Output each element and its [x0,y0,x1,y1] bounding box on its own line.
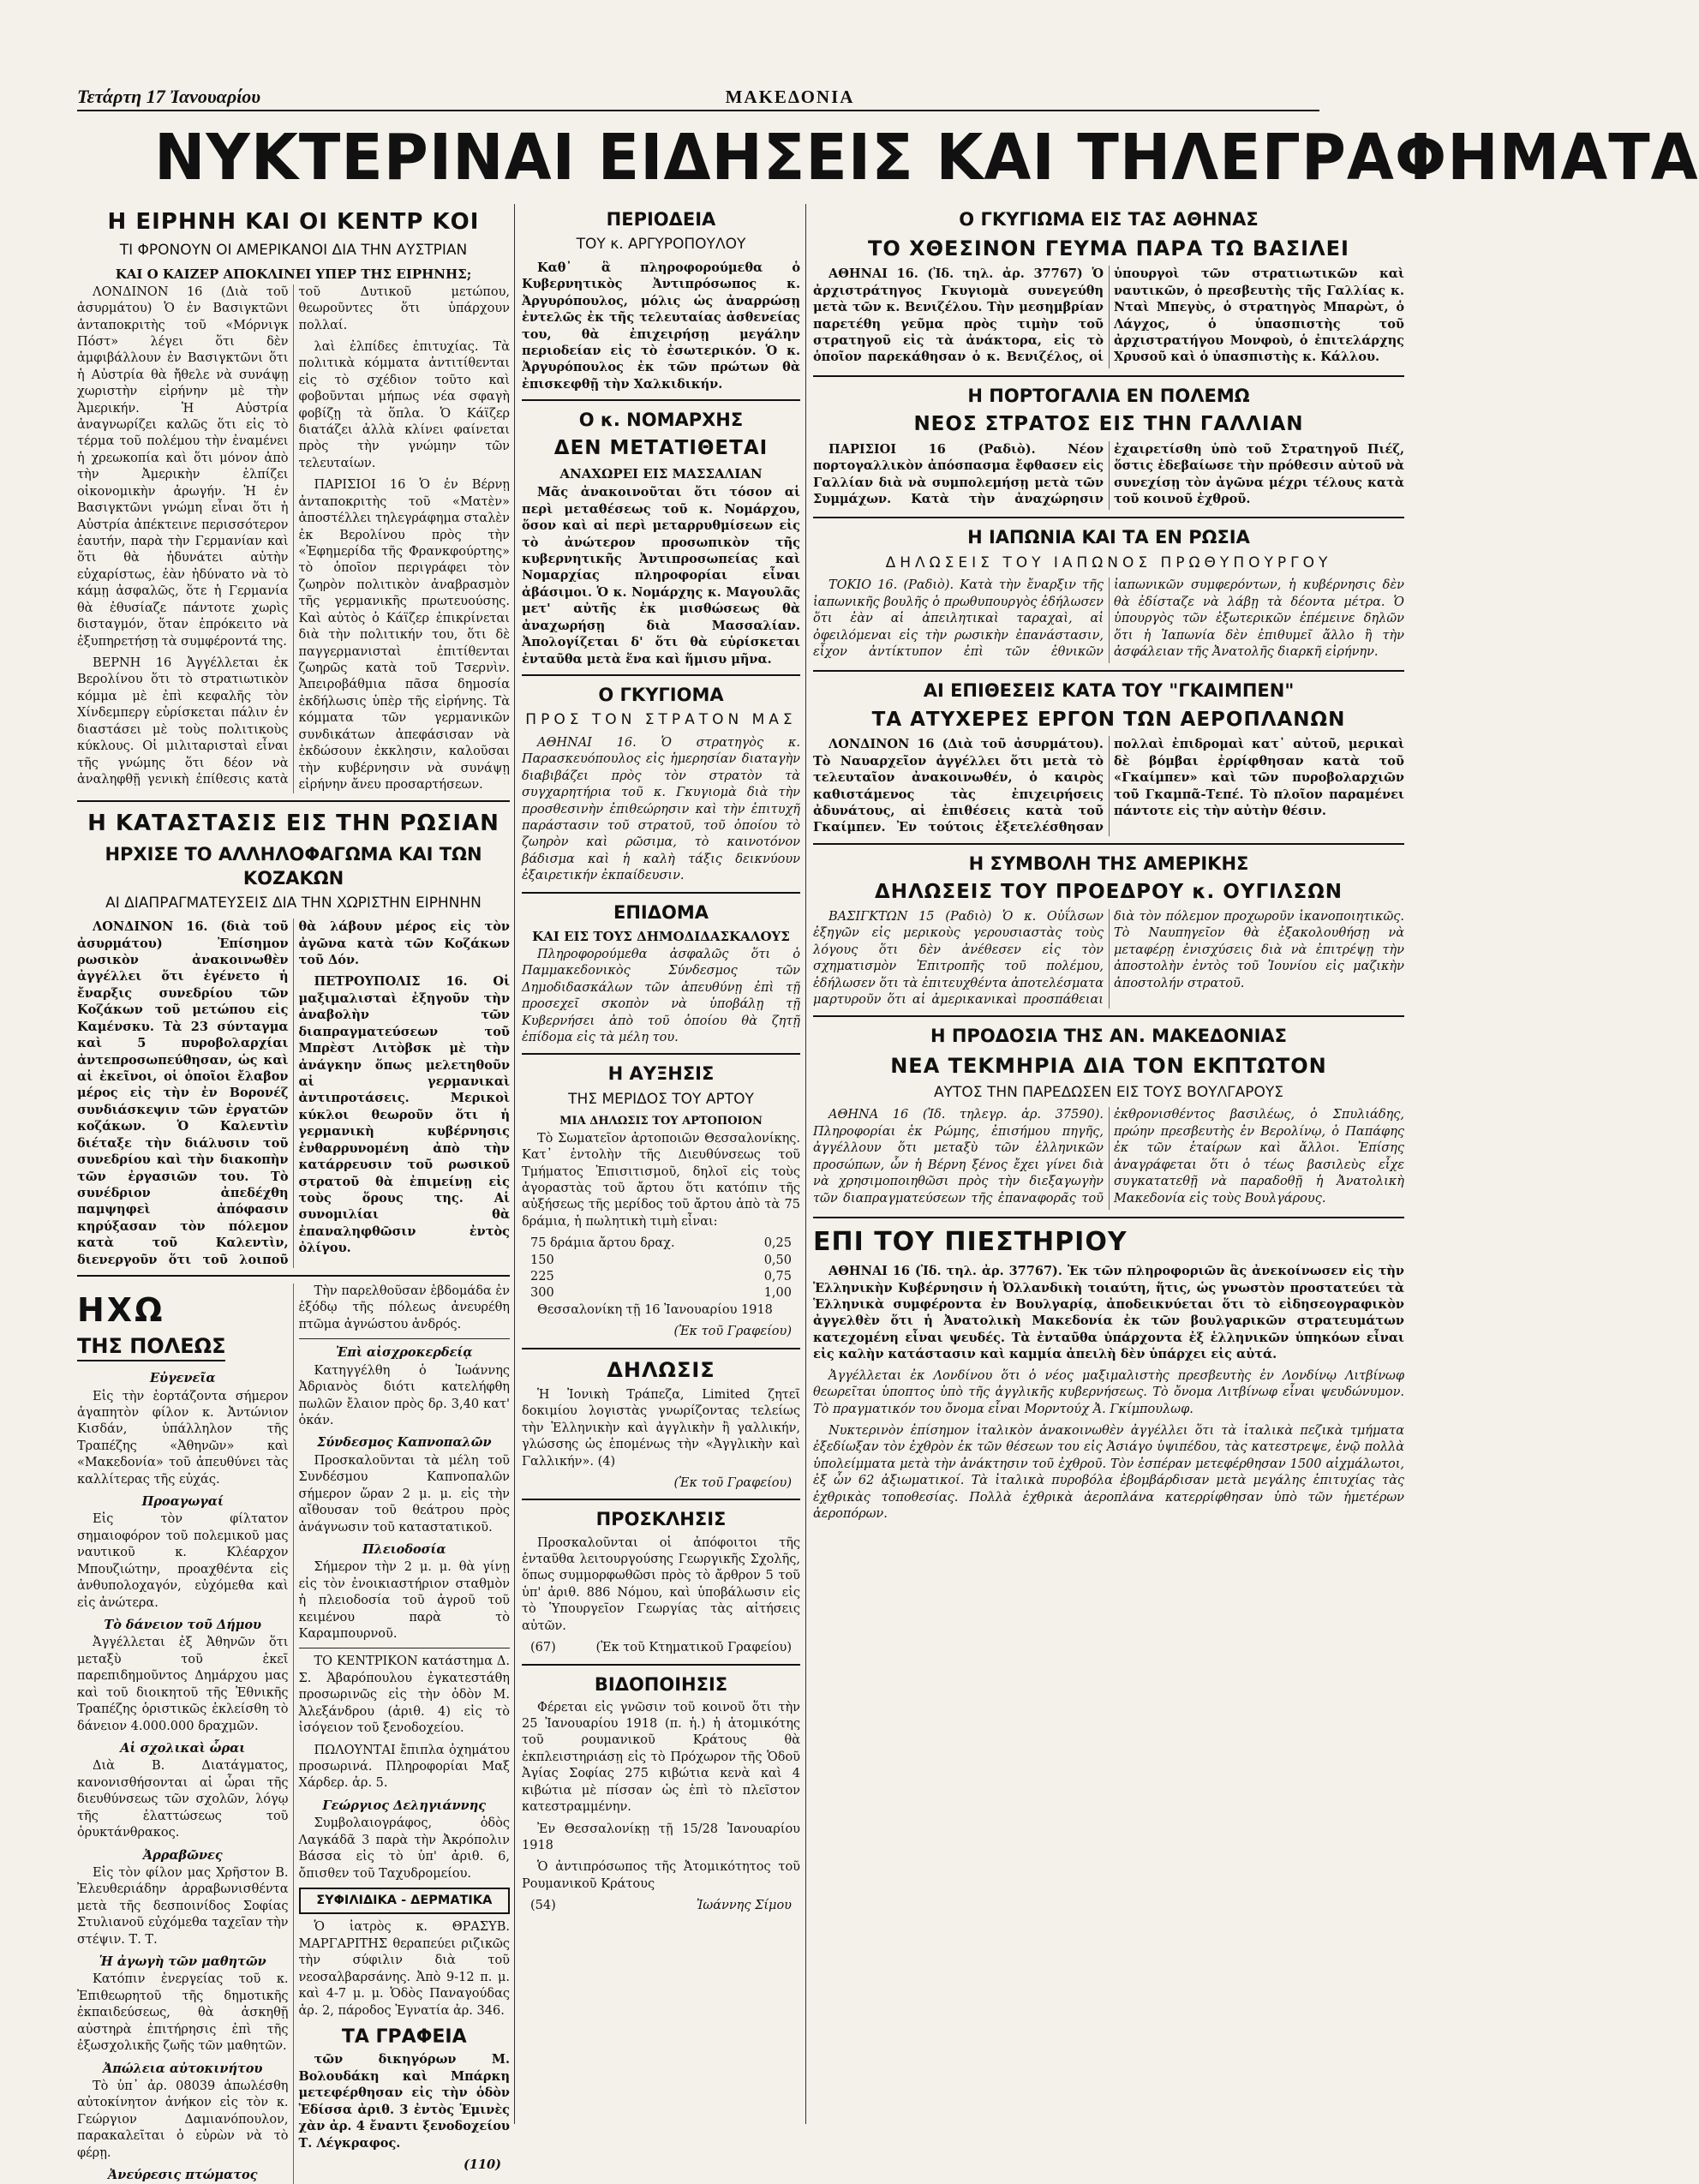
portugal-title: Η ΠΟΡΤΟΓΑΛΙΑ ΕΝ ΠΟΛΕΜΩ [967,385,1250,406]
bread-title: Η ΑΥΞΗΣΙΣ [607,1063,715,1085]
press-paragraph: Νυκτερινὸν ἐπίσημον ἰταλικὸν ἀνακοινωθὲν ἀγγέλλει ὅτι τὰ ἰταλικὰ πεζικὰ τμήματα ἐξεδίωξαν τὸν ἐχθρὸν ἐκ τῶν θέσεων του εἰς Ἀσιάγο ὑψιπέδου, τὰς κατεστρεψε, ἐνῷ πολλὰ ὑπολείμματα μετὰ τὴν ἀνάκτησιν τοῦ ἐχθροῦ. Τὸν ἐσπέραν μετεφέρθησαν 1500 αἰχμάλωτοι, ἐξ ὧν 62 ἀξιωματικοί. Τὰ ἰταλικὰ πυροβόλα ἐβομβάρδισαν μετὰ μεγάλης ἐπιτυχίας τὰς ἐχθρικὰς τοποθεσίας. Πολλὰ ἐχθρικὰ ἀεροπλάνα κατερρίφθησαν ὑπὸ τῶν ἡμετέρων ἀεροπόρων. [813,1423,1404,1522]
portugal-subtitle: ΝΕΟΣ ΣΤΡΑΤΟΣ ΕΙΣ ΤΗΝ ΓΑΛΛΙΑΝ [913,412,1304,435]
betrayal-text: ΑΘΗΝΑ 16 (Ἰδ. τηλεγρ. ἀρ. 37590). Πληροφορίαι ἐκ Ρώμης, ἐπισήμου πηγῆς, ἀγγέλλουν ὅτι μεταξὺ τῶν ἐλληνικῶν προσώπων, ὧν ἡ Βέρνη ξένος ἔχει γίνει διὰ νὰ χρησιμοποιηθῶσι πρὸς τὴν διεξαγωγὴν τῶν διαπραγματεύσεων τῆς ἐπαναφορᾶς τοῦ ἐκθρονισθέντος βασιλέως, ὁ Σπυλιάδης, πρώην πρεσβευτὴς ἐν Βερολίνῳ, ὁ Παπάφης ἐκ τῶν ἑταίρων καὶ ἄλλοι. Ἐπίσης ἀναγράφεται ὅτι ὁ τέως βασιλεὺς εἶχε συγκατατεθῇ νὰ παραδοθῇ ἡ Ἀνατολικὴ Μακεδονία εἰς τοὺς Βουλγάρους. [813,1108,1404,1206]
notice-item: Σύνδεσμος Καπνοπαλῶν Προσκαλοῦνται τὰ μέλη τοῦ Συνδέσμου Καπνοπαλῶν σήμερον ὥραν 2 μ. μ. εἰς τὴν αἴθουσαν τοῦ θεάτρου πρὸς ἀνάγνωσιν τοῦ καταστατικοῦ. [298,1435,510,1535]
echo-title: ΗΧΩ [77,1291,165,1330]
echo-item: Ἀνεύρεσις πτώματος Τὴν παρελθοῦσαν ἑβδομάδα ἐν ἐξόδῳ τῆς πόλεως ἀνευρέθη πτῶμα ἀγνώστου ἀνδρός. [108,1284,510,2183]
press-paragraph: ΑΘΗΝΑΙ 16 (Ἰδ. τηλ. ἀρ. 37767). Ἐκ τῶν πληροφοριῶν ἃς ἀνεκοίνωσεν εἰς τὴν Ἑλληνικὴν Κυβέρνησιν ἡ Ὀλλανδικὴ τοιαύτη, ἥτις, ὡς γνωστὸν προστατεύει τὰ Ἑλληνικὰ συμφέροντα ἐν Βουλγαρίᾳ, ἀποδεικνύεται ὅτι τὸ εἰδησεογραφικὸν ἀγγελθὲν ὅτι ἡ Ἀνατολικὴ Μακεδονία ἐκ τῶν βουλγαρικῶν στρατευμάτων κατεχομένη εἶναι ψευδές. Τὰ ἐνταῦθα ὑπάρχοντα ἐξ ἑλληνικῶν ὑπηκόων εἶναι εἰς καλὴν κατάστασιν καὶ καμμία ἀπειλὴ δὲν ὑπάρχει εἰς αὐτά. [813,1264,1404,1362]
echo-item: Αἱ σχολικαὶ ὧραι Διὰ Β. Διατάγματος, κανονισθήσονται αἱ ὧραι τῆς διευθύνσεως τῶν σχολῶν, λόγῳ τῆς ἐλαττώσεως τοῦ ὀρυκτάνθρακος. [77,1740,289,1840]
sale-sign-2: Ὁ ἀντιπρόσωπος τῆς Ἀτομικότητος τοῦ Ρουμανικοῦ Κράτους [522,1860,800,1891]
america-subtitle: ΔΗΛΩΣΕΙΣ ΤΟΥ ΠΡΟΕΔΡΟΥ κ. ΟΥΓΙΛΣΩΝ [874,881,1343,904]
tour-text: Καθ᾽ ἃ πληροφορούμεθα ὁ Κυβερνητικὸς Ἀντιπρόσωπος κ. Ἀργυρόπουλος, μόλις ὡς ἀναρρώσῃ ἐντελῶς ἐκ τῆς τελευταίας ἀσθενείας του, θὰ ἐπιχειρήσῃ μεγάλην περιοδείαν εἰς τὸ ἐσωτερικόν. Ὁ κ. Ἀργυρόπουλος ἐκ τῶν πρώτων θὰ ἐπισκεφθῇ τὴν Χαλκιδικήν. [522,260,800,392]
peace-paragraph: ΛΟΝΔΙΝΟΝ 16 (Διὰ τοῦ ἀσυρμάτου) Ὁ ἐν Βασιγκτῶνι ἀνταποκριτὴς τοῦ «Μόρνιγκ Πόστ» λέγει ὅτι δὲν ἀμφιβάλλουν ἐν Βασιγκτῶνι ὅτι ἡ Αὐστρία θὰ ἤθελε νὰ συνάψῃ χωριστὴν εἰρήνην μὲ τὴν Ἀμερικήν. Ἡ Αὐστρία ἀναγνωρίζει καλῶς ὅτι εἰς τὸ τέρμα τοῦ πολέμου τὴν ἐναμένει ἡ χρεωκοπία καὶ ὅτι μόνον ἀπὸ τὴν Ἀμερικὴν ἐλπίζει οἰκονομικὴν ἀρωγήν. Ἡ ἐν Βασιγκτῶνι γνώμη εἶναι ὅτι ἡ Αὐστρία ἀπέκτεινε περισσότερον ἑαυτήν, παρὰ τὴν Γερμανίαν καὶ ὅτι θὰ ἠδυνάτει αὐτὴν εὐχαρίστως, ἐὰν ἠδύνατο νὰ τὸ κάμῃ ἀσφαλῶς, ὅτε ἡ Γερμανία θὰ ἐθυσίαζε πάντοτε χωρὶς δισταγμόν, ὅταν ἐπρόκειτο νὰ ἐξυπηρετήσῃ τὰ συμφέροντά της. [77,284,289,649]
press-paragraph: Ἀγγέλλεται ἐκ Λονδίνου ὅτι ὁ νέος μαξιμαλιστὴς πρεσβευτὴς ἐν Λονδίνῳ Λιτβίνωφ θεωρεῖται ὑποπτος ὑπὸ τῆς ἀγγλικῆς κυβερνήσεως. Τὸ ὄνομα Λιτβίνωφ εἶναι ψευδώνυμον. Τὸ πραγματικόν του ὄνομα εἶναι Μορντούχ Ἀ. Γκίμπουλωφ. [813,1368,1404,1416]
nomarch-text: Μᾶς ἀνακοινοῦται ὅτι τόσον αἱ περὶ μεταθέσεως τοῦ κ. Νομάρχου, ὅσον καὶ αἱ περὶ μεταρρυθμίσεων εἰς τὸ ἀνώτερον προσωπικὸν τῆς κυβερνητικῆς Ἀντιπροσωπείας καὶ Νομαρχίας πληροφορίαι εἶναι ἀβάσιμοι. Ὁ κ. Νομάρχης κ. Μαγουλᾶς μετ' αὐτῆς ἐκ μισθώσεως θὰ ἀναχωρήσῃ διὰ Μασσαλίαν. Ἀπολογίζεται δ' ὅτι θὰ εὑρίσκεται ἐνταῦθα μετὰ ἕνα καὶ ἥμισυ μῆνα. [522,485,800,667]
echo-subtitle: ΤΗΣ ΠΟΛΕΩΣ [77,1332,225,1361]
guillaumat-text: ΑΘΗΝΑΙ 16. (Ἰδ. τηλ. ἀρ. 37767) Ὁ ἀρχιστράτηγος Γκυγιομὰ συνεγεύθη μετὰ τῶν κ. Βενιζέλου. Τὴν μεσημβρίαν παρετέθη γεῦμα πρὸς τιμὴν τοῦ στρατηγοῦ εἰς τὰ ἀνάκτορα, εἰς τὸ ὁποῖον παρεκάθησαν ὁ κ. Βενιζέλος, οἱ ὑπουργοὶ τῶν στρατιωτικῶν καὶ ναυτικῶν, ὁ πρεσβευτὴς τῆς Γαλλίας κ. Νταὶ Μπεγὺς, ὁ στρατηγὸς Μπαρὼτ, ὁ Λάγχος, ὁ ὑπασπιστὴς τοῦ ἀρχιστρατήγου Μονφοὺ, ὁ ἐπιτελάρχης Χρυσοῦ καὶ ὁ ὑπασπιστὴς κ. Κάλλου. [813,266,1404,365]
office-ad-number: (110) [464,2157,501,2172]
echo-item: Προαγωγαί Εἰς τὸν φίλτατον σημαιοφόρον τοῦ πολεμικοῦ μας ναυτικοῦ κ. Κλέαρχον Μπουζιώτην, προαχθέντα εἰς ἀνθυπολοχαγόν, εὐχόμεθα καὶ εἰς ἀνώτερα. [77,1494,289,1610]
betrayal-subtitle: ΝΕΑ ΤΕΚΜΗΡΙΑ ΔΙΑ ΤΟΝ ΕΚΠΤΩΤΟΝ [890,1053,1327,1078]
sale-sign: Ἐν Θεσσαλονίκῃ τῇ 15/28 Ἰανουαρίου 1918 [522,1822,800,1852]
issue-date: Τετάρτη 17 Ἰανουαρίου [77,86,261,107]
notice-item: Ἐπὶ αἰσχροκερδείᾳ Κατηγγέλθη ὁ Ἰωάννης Ἀδριανὸς διότι κατελήφθη πωλῶν ἔλαιον πρὸς δρ. 3,40 κατ' ὀκάν. [298,1345,510,1427]
echo-item: Τὸ δάνειον τοῦ Δήμου Ἀγγέλλεται ἐξ Ἀθηνῶν ὅτι μεταξὺ τοῦ ἐκεῖ παρεπιδημοῦντος Δημάρχου μας καὶ τοῦ διοικητοῦ τῆς Ἐθνικῆς Τραπέζης ὁριστικῶς ἐκλείσθη τὸ δάνειον 4.000.000 δραχμῶν. [77,1618,289,1733]
russia-subtitle: ΗΡΧΙΣΕ ΤΟ ΑΛΛΗΛΟΦΑΓΩΜΑ ΚΑΙ ΤΩΝ ΚΟΖΑΚΩΝ [105,844,482,889]
left-block [77,204,510,2183]
declaration-source: (Ἐκ τοῦ Γραφείου) [673,1476,792,1490]
sale-title: ΒΙΔΟΠΟΙΗΣΙΣ [594,1673,728,1695]
sale-number: (54) [530,1899,556,1913]
nomarch-subtitle: ΑΝΑΧΩΡΕΙ ΕΙΣ ΜΑΣΣΑΛΙΑΝ [559,466,763,482]
goeben-title: ΑΙ ΕΠΙΘΕΣΕΙΣ ΚΑΤΑ ΤΟΥ "ΓΚΑΙΜΠΕΝ" [923,680,1295,702]
army-subtitle: ΠΡΟΣ ΤΟΝ ΣΤΡΑΤΟΝ ΜΑΣ [525,711,797,729]
russia-title: Η ΚΑΤΑΣΤΑΣΙΣ ΕΙΣ ΤΗΝ ΡΩΣΙΑΝ [87,811,500,837]
echo-item: Ἀπώλεια αὐτοκινήτου Τὸ ὑπ᾽ ἀρ. 08039 ἀπωλέσθη αὐτοκίνητον ἀνήκον εἰς τὸν κ. Γεώργιον Δαμιανόπουλον, παρακαλεῖται ὁ εὑρὼν νὰ τὸ φέρῃ. [77,2061,289,2160]
allowance-title: ΕΠΙΔΟΜΑ [613,901,709,923]
middle-column [514,204,800,2124]
bread-text: Τὸ Σωματεῖον ἀρτοποιῶν Θεσσαλονίκης. Κατ᾽ ἐντολὴν τῆς Διευθύνσεως τοῦ Τμήματος Ἐπισιτισμοῦ, δηλοῖ εἰς τοὺς ἀγοραστὰς τοῦ ἄρτου ὅτι κατόπιν τῆς αὐξήσεως τῆς μερίδος τοῦ ἄρτου ἀπὸ τὰ 75 δράμια, ἡ πωλητικὴ τιμὴ εἶναι: [522,1131,800,1229]
notary-name: Γεώργιος Δεληγιάννης [322,1798,487,1813]
price-row: 225 0,75 [530,1270,792,1284]
japan-subtitle: ΔΗΛΩΣΕΙΣ ΤΟΥ ΙΑΠΩΝΟΣ ΠΡΩΘΥΠΟΥΡΓΟΥ [885,553,1332,571]
army-title: Ο ΓΚΥΓΙΟΜΑ [598,684,724,705]
right-column [805,204,1404,2124]
japan-title: Η ΙΑΠΩΝΙΑ ΚΑΙ ΤΑ ΕΝ ΡΩΣΙΑ [967,527,1250,548]
invitation-source: (Ἐκ τοῦ Κτηματικοῦ Γραφείου) [595,1641,792,1655]
office-ad-text: τῶν δικηγόρων Μ. Βολουδάκη καὶ Μπάρκη μετεφέρθησαν εἰς τὴν ὁδὸν Ἐδίσσα ἀριθ. 3 ἐντὸς Ἑμινὲς χὰν ἀρ. 4 ἔναντι ξενοδοχείου Τ. Λέγκραφος. [298,2052,510,2151]
classified-ad: ΤΟ ΚΕΝΤΡΙΚΟΝ κατάστημα Δ. Σ. Ἀβαρόπουλου ἐγκατεστάθη προσωρινῶς εἰς τὴν ὁδὸν Μ. Ἀλεξάνδρου (ἀριθ. 4) εἰς τὸ ἰσόγειον τοῦ ξενοδοχείου. [298,1654,510,1736]
goeben-subtitle: ΤΑ ΑΤΥΧΕΡΕΣ ΕΡΓΟΝ ΤΩΝ ΑΕΡΟΠΛΑΝΩΝ [871,708,1346,731]
sale-text: Φέρεται εἰς γνῶσιν τοῦ κοινοῦ ὅτι τὴν 25 Ἰανουαρίου 1918 (π. ἡ.) ἡ ἀτομικότης τοῦ ρουμανικοῦ Κράτους θὰ ἐκπλειστηριάσῃ εἰς τὸ Πρόχωρον τῆς Ὁδοῦ Ἀγίας Σοφίας 275 κιβώτια κενὰ καὶ 4 κιβώτια μὲ πίσσαν ὡς ἐπὶ τὸ πλεῖστον κατεστραμμένην. [522,1700,800,1815]
russia-paragraph: ΛΟΝΔΙΝΟΝ 16. (διὰ τοῦ ἀσυρμάτου) Ἐπίσημον ρωσικὸν ἀνακοινωθὲν ἀγγέλλει ὅτι ἐγένετο ἡ ἔναρξις συνεδρίου τῶν Κοζάκων τοῦ μετώπου εἰς Καμένσκυ. Τὰ 23 σύνταγμα καὶ 5 πυροβολαρχίαι ἀντεπροσωπεύθησαν, ὡς καὶ αἱ ἐκεῖνοι, οἱ ὁποῖοι ἔλαβον μέρος εἰς τὴν ἐν Βορονέζ συνδιάσκεψιν τῶν ἐργατῶν κοζάκων. Ὁ Καλεντὶν διέταξε τὴν διάλυσιν τοῦ συνεδρίου καὶ τὴν διακοπὴν τῶν ἐργασιῶν του. Τὸ συνέδριον ἀπεδέχθη παμψηφεὶ ἀπόφασιν κηρύξασαν τὸν πόλεμον κατὰ τοῦ Καλεντὶν, διενεργοῦν ὅτι τοῦ λοιποῦ θὰ λάβουν μέρος εἰς τὸν ἀγῶνα κατὰ τῶν Κοζάκων τοῦ Δόν. [77,919,510,1267]
america-text: ΒΑΣΙΓΚΤΩΝ 15 (Ραδιὸ) Ὁ κ. Οὐΐλσων ἐξηγῶν εἰς μερικοὺς γερουσιαστὰς τοὺς λόγους ὅτι δὲν ἀνέθεσεν εἰς τὸν σχηματισμὸν Ἐπιτροπῆς τοῦ πολέμου, ἐδήλωσεν ὅτι τὰ ἐπιτευχθέντα ἀποτελέσματα μαρτυροῦν ὅτι αἱ ἀμερικανικαὶ προσπάθειαι διὰ τὸν πόλεμον προχωροῦν ἱκανοποιητικῶς. Τὸ Ναυπηγεῖον θὰ ἐξακολουθήσῃ νὰ μεταφέρῃ ἐνισχύσεις διὰ νὰ ἐπιτρέψῃ τὴν ἀποστολὴν ἐντὸς τοῦ Ἰουνίου εἰς μαζικὴν ἀποστολήν στρατοῦ. [813,909,1404,1007]
price-row: 75 δράμια ἄρτου δραχ. 0,25 [530,1236,792,1251]
peace-paragraph: ΒΕΡΝΗ 16 Ἀγγέλλεται ἐκ Βερολίνου ὅτι τὸ στρατιωτικὸν κόμμα μὲ ἐπὶ κεφαλῆς τὸν Χίνδεμπεργ εὑρίσκεται πάλιν ἐν διαστάσει μὲ τοὺς πολιτικοὺς κύκλους. Οἱ μιλιταρισταὶ εἶναι τῆς γνώμης ὅτι δέον νὰ ἀναληφθῇ γενικὴ ἐπίθεσις κατὰ τοῦ Δυτικοῦ μετώπου, θεωροῦντες ὅτι ὑπάρχουν πολλαί. [77,284,510,787]
goeben-text: ΛΟΝΔΙΝΟΝ 16 (Διὰ τοῦ ἀσυρμάτου). Τὸ Ναυαρχεῖον ἀγγέλλει ὅτι μετὰ τὸ τελευταῖον ἀνακοινωθέν, ὁ καιρὸς καθιστάμενος τὰς ἐπιχειρήσεις ἀδυνάτους, αἱ ἐπιθέσεις κατὰ τοῦ Γκαίμπεν. Ἐν τούτοις ἐξετελέσθησαν πολλαὶ ἐπιδρομαὶ κατ᾽ αὐτοῦ, μερικαὶ δὲ βόμβαι ἐρρίφθησαν κατὰ τοῦ «Γκαίμπεν» καὶ τῶν πυροβολαρχιῶν τοῦ Γκαμπᾶ-Τεπέ. Τὸ πλοῖον παραμένει πάντοτε εἰς τὴν αὐτὴν θέσιν. [813,737,1404,835]
notice-item: Πλειοδοσία Σήμερον τὴν 2 μ. μ. θὰ γίνῃ εἰς τὸν ἐνοικιαστήριον σταθμὸν ἡ πλειοδοσία τοῦ ἀγροῦ τοῦ κειμένου παρὰ τὸ Καραμπουρνοῦ. [298,1541,510,1642]
russia-subtitle-2: ΑΙ ΔΙΑΠΡΑΓΜΑΤΕΥΣΕΙΣ ΔΙΑ ΤΗΝ ΧΩΡΙΣΤΗΝ ΕΙΡΗΝΗΝ [105,895,482,912]
classified-ad: ΠΩΛΟΥΝΤΑΙ ἔπιπλα ὀχημάτου προσωρινά. Πληροφορίαι Μαξ Χάρδερ. ἀρ. 5. [298,1743,510,1791]
newspaper-name: ΜΑΚΕΔΟΝΙΑ [725,87,855,107]
masthead [77,79,1319,111]
declaration-text: Ἡ Ἰονικὴ Τράπεζα, Limited ζητεῖ δοκιμίου λογιστὰς γνωρίζοντας τελείως τὴν Ἑλληνικὴν καὶ ἀγγλικὴν ἢ γαλλικήν, γλώσσης ὡς ἑπομένως τὴν «Ἀγγλικὴν καὶ Γαλλικήν». (4) [522,1387,800,1469]
echo-item: Ἀρραβῶνες Εἰς τὸν φίλον μας Χρῆστον Β. Ἐλευθεριάδην ἀρραβωνισθέντα μετὰ τῆς δεσποινίδος Σοφίας Στυλιανοῦ εὐχόμεθα ταχεῖαν τὴν στέψιν. Τ. Τ. [77,1847,289,1947]
guillaumat-title: Ο ΓΚΥΓΙΩΜΑ ΕΙΣ ΤΑΣ ΑΘΗΝΑΣ [959,209,1259,230]
portugal-text: ΠΑΡΙΣΙΟΙ 16 (Ραδιὸ). Νέον πορτογαλλικὸν ἀπόσπασμα ἔφθασεν εἰς Γαλλίαν διὰ νὰ συμπολεμήσῃ μετὰ τῶν Συμμάχων. Κατὰ τὴν ἀναχώρησιν ἐχαιρετίσθη ὑπὸ τοῦ Στρατηγοῦ Πιέζ, ὅστις ἐδεβαίωσε τὴν πρόθεσιν αὐτοῦ νὰ συνεχίσῃ τὸν ἀγῶνα μέχρι τέλους κατὰ τοῦ κοινοῦ ἐχθροῦ. [813,441,1404,507]
echo-item: Εὐγενεῖα Εἰς τὴν ἑορτάζοντα σήμερον ἀγαπητὸν φίλον κ. Ἀντώνιον Κισδάν, ὑπάλληλον τῆς Τραπέζης «Ἀθηνῶν» καὶ «Μακεδονία» τοῦ ἀπευθύνει τὰς καλλίτερας τῆς εὐχάς. [77,1371,289,1487]
allowance-subtitle: ΚΑΙ ΕΙΣ ΤΟΥΣ ΔΗΜΟΔΙΔΑΣΚΑΛΟΥΣ [532,928,790,944]
peace-title: Η ΕΙΡΗΝΗ ΚΑΙ ΟΙ ΚΕΝΤΡ ΚΟΙ [107,209,480,235]
sale-signer: Ἰωάννης Σίμου [696,1899,792,1913]
columns [77,204,1404,2183]
price-row: 150 0,50 [530,1253,792,1267]
tour-subtitle: ΤΟΥ κ. ΑΡΓΥΡΟΠΟΥΛΟΥ [576,236,746,254]
russia-article [77,918,510,1268]
betrayal-subtitle-2: ΑΥΤΟΣ ΤΗΝ ΠΑΡΕΔΩΣΕΝ ΕΙΣ ΤΟΥΣ ΒΟΥΛΓΑΡΟΥΣ [934,1083,1283,1101]
peace-paragraph: λαὶ ἐλπίδες ἐπιτυχίας. Τὰ πολιτικὰ κόμματα ἀντιτίθενται εἰς τὸ σχέδιον τοῦτο καὶ φοβοῦνται μήπως νέα σφαγὴ φοβίζῃ τὰ ὅπλα. Ὁ Κάϊζερ διατάζει ἀλλὰ κλίνει φαίνεται πρὸς τὴν γνώμην τῶν τελευταίων. [298,339,510,470]
office-ad-title: ΤΑ ΓΡΑΦΕΙΑ [341,2025,467,2048]
press-title: ΕΠΙ ΤΟΥ ΠΙΕΣΤΗΡΙΟΥ [813,1226,1128,1257]
nomarch-title-2: ΔΕΝ ΜΕΤΑΤΙΘΕΤΑΙ [553,437,769,460]
peace-subtitle: ΤΙ ΦΡΟΝΟΥΝ ΟΙ ΑΜΕΡΙΚΑΝΟΙ ΔΙΑ ΤΗΝ ΑΥΣΤΡΙΑΝ [119,241,468,259]
peace-paragraph: ΠΑΡΙΣΙΟΙ 16 Ὁ ἐν Βέρνῃ ἀνταποκριτὴς τοῦ «Ματὲν» ἀποστέλλει τηλεγράφημα σταλὲν ἐκ Βερολίνου πρὸς τὴν «Ἐφημερίδα τῆς Φρανκφούρτης» τὸ ὁποῖον περιγράφει τὸν ζωηρὸν πολιτικὸν ἀναβρασμὸν τῆς γερμανικῆς πρωτευούσης. Καὶ αὐτὸς ὁ Κάϊζερ ἐπικρίνεται διὰ τὴν πολιτικήν του, ὅτι δὲ παγγερμανισταὶ ἐπιτίθενται ζωηρῶς κατὰ τοῦ Τσερνὶν. Ἀπειροβάθμια πᾶσα δημοσία ἐκδήλωσις ὑπὲρ τῆς εἰρήνης. Τὰ κόμματα τῶν γερμανικῶν συνδικάτων ἀπεφάσισαν νὰ ἐκδώσουν ἐκκλησιν, καλοῦσαι τὴν κυβέρνησιν νὰ συνάψῃ εἰρήνην ἄνευ προσαρτήσεων. [298,478,510,792]
declaration-title: ΔΗΛΩΣΙΣ [607,1357,715,1382]
section-banner: ΝΥΚΤΕΡΙΝΑΙ ΕΙΔΗΣΕΙΣ ΚΑΙ ΤΗΛΕΓΡΑΦΗΜΑΤΑ [154,121,1699,194]
allowance-text: Πληροφορούμεθα ἀσφαλῶς ὅτι ὁ Παμμακεδονικὸς Σύνδεσμος τῶν Δημοδιδασκάλων τῶν ἀπευθύνῃ ἐπὶ τῇ προσεχεῖ σκοπὸν νὰ ὑποβάλῃ τῇ Κυβερνήσει ἀπὸ τοῦ ὁποίου θὰ ζητῇ ἐπίδομα εἰς τὰ μέλη του. [522,947,800,1044]
invitation-number: (67) [530,1641,556,1655]
bread-sign: Θεσσαλονίκη τῇ 16 Ἰανουαρίου 1918 [537,1302,773,1317]
price-row: 300 1,00 [530,1286,792,1301]
doctor-ad-text: Ὁ ἰατρὸς κ. ΘΡΑΣΥΒ. ΜΑΡΓΑΡΙΤΗΣ θεραπεύει ριζικῶς τὴν σύφιλιν διὰ τοῦ νεοσαλβαρσάνης. Ἀπὸ 9-12 π. μ. καὶ 4-7 μ. μ. Ὁδὸς Παναγούδας ἀρ. 2, πάροδος Ἐγνατία ἀρ. 346. [298,1920,510,2018]
peace-subtitle-2: ΚΑΙ Ο ΚΑΙΖΕΡ ΑΠΟΚΛΙΝΕΙ ΥΠΕΡ ΤΗΣ ΕΙΡΗΝΗΣ; [115,266,472,282]
invitation-text: Προσκαλοῦνται οἱ ἀπόφοιτοι τῆς ἐνταῦθα λειτουργούσης Γεωργικῆς Σχολῆς, ὅπως συμμορφωθῶσι πρὸς τὸ ἄρθρον 5 τοῦ ὑπ' ἀριθ. 886 Νόμου, καὶ ὑποβάλωσιν εἰς τὸ Ὑπουργεῖον Γεωργίας τὰς αἰτήσεις αὐτῶν. [522,1535,800,1633]
notary-text: Συμβολαιογράφος, ὁδὸς Λαγκάδᾶ 3 παρὰ τὴν Ἀκρόπολιν Βάσσα εἰς τὸ ὑπ' ἀριθ. 6, ὄπισθεν τοῦ Ταχυδρομείου. [298,1816,510,1881]
japan-text: ΤΟΚΙΟ 16. (Ραδιὸ). Κατὰ τὴν ἔναρξιν τῆς ἰαπωνικῆς βουλῆς ὁ πρωθυπουργὸς ἐδήλωσεν ὅτι ἐὰν αἱ ἀπειλητικαὶ ταραχαὶ, αἱ ὀφειλόμεναι εἰς τὴν ρωσικὴν ἐπανάστασιν, εἶχον ἀντίκτυπον ἐπὶ τῶν ἐθνικῶν ἰαπωνικῶν συμφερόντων, ἡ κυβέρνησις δὲν θὰ ἐδίσταζε νὰ λάβῃ τὰ δέοντα μέτρα. Ὁ ὑπουργὸς τῶν ἐξωτερικῶν ἐπέμεινε δηλῶν ὅτι ἡ Ἰαπωνία δὲν ἐπιθυμεῖ ἄλλο ἢ τὴν ἀσφάλειαν τῆς Ἀνατολῆς διαρκῆ εἰρήνην. [813,578,1404,660]
bread-subtitle: ΤΗΣ ΜΕΡΙΔΟΣ ΤΟΥ ΑΡΤΟΥ [568,1090,754,1108]
betrayal-title: Η ΠΡΟΔΟΣΙΑ ΤΗΣ ΑΝ. ΜΑΚΕΔΟΝΙΑΣ [930,1026,1288,1047]
bread-source: (Ἐκ τοῦ Γραφείου) [673,1325,792,1339]
america-title: Η ΣΥΜΒΟΛΗ ΤΗΣ ΑΜΕΡΙΚΗΣ [968,853,1249,874]
guillaumat-subtitle: ΤΟ ΧΘΕΣΙΝΟΝ ΓΕΥΜΑ ΠΑΡΑ ΤΩ ΒΑΣΙΛΕΙ [868,236,1349,261]
russia-paragraph: ΠΕΤΡΟΥΠΟΛΙΣ 16. Οἱ μαξιμαλισταὶ ἐξηγοῦν τὴν ἀναβολὴν τῶν διαπραγματεύσεων τοῦ Μπρὲστ Λιτὸβσκ μὲ τὴν ἀνάγκην ὅπως μελετηθοῦν αἱ γερμανικαὶ ἀντιπροτάσεις. Μερικοὶ κύκλοι θεωροῦν ὅτι ἡ γερμανικὴ κυβέρνησις ἐνθαρρυνομένη ἀπὸ τὴν κατάρρευσιν τοῦ ρωσικοῦ στρατοῦ θὰ ἐπιμείνῃ εἰς τοὺς ὅρους της. Αἱ συνομιλίαι θὰ ἐπαναληφθῶσιν ἐντὸς ὀλίγου. [298,974,510,1256]
nomarch-title: Ο κ. ΝΟΜΑΡΧΗΣ [578,410,744,431]
tour-title: ΠΕΡΙΟΔΕΙΑ [606,209,716,230]
invitation-title: ΠΡΟΣΚΛΗΣΙΣ [595,1509,727,1530]
echo-item: Ἡ ἀγωγὴ τῶν μαθητῶν Κατόπιν ἐνεργείας τοῦ κ. Ἐπιθεωρητοῦ τῆς δημοτικῆς ἐκπαιδεύσεως, θὰ ἀσκηθῇ αὐστηρὰ ἐπιτήρησις ἐπὶ τῆς ἐξωσχολικῆς ζωῆς τῶν μαθητῶν. [77,1954,289,2054]
doctor-ad-title: ΣΥΦΙΛΙΔΙΚΑ - ΔΕΡΜΑΤΙΚΑ [299,1888,511,1914]
peace-article [77,284,510,794]
army-text: ΑΘΗΝΑΙ 16. Ὁ στρατηγὸς κ. Παρασκευόπουλος εἰς ἡμερησίαν διαταγὴν διαβιβάζει πρὸς τὸν στρατὸν τὰ συγχαρητήρια τοῦ κ. Γκυγιομὰ διὰ τὴν προσθεσινὴν ἐπιθεώρησιν καὶ τὴν ἐπιτυχῆ παράστασιν τοῦ στρατοῦ, τοῦ ὁποίου τὸ ζωηρὸν καὶ ρῶσιμα, τὸ καινοτόνον βάδισμα καὶ ἡ καλὴ τάξις δεικνύουν ἐξαιρετικήν ἐκπαίδευσιν. [522,735,800,883]
local-news [77,1283,510,2183]
bread-subtitle-2: ΜΙΑ ΔΗΛΩΣΙΣ ΤΟΥ ΑΡΤΟΠΟΙΟΝ [559,1115,763,1128]
